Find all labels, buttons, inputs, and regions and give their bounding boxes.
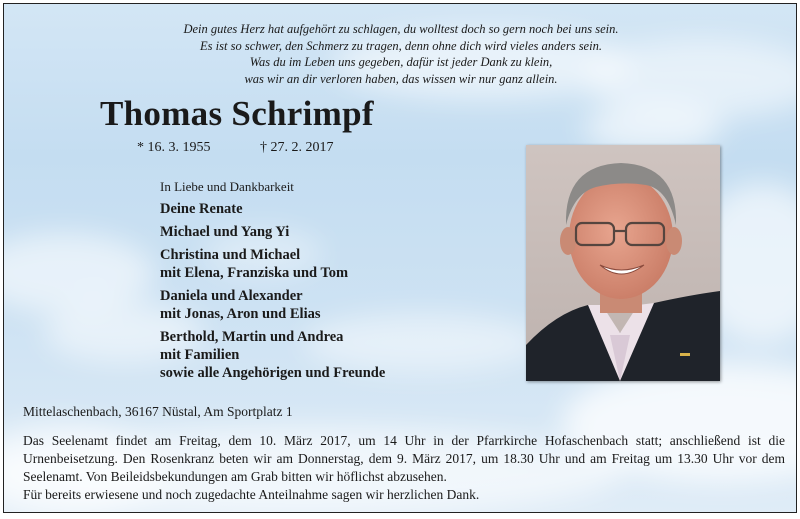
mourner-line: Christina und Michael [160, 247, 301, 263]
mourner-line: Berthold, Martin und Andrea [160, 329, 344, 345]
obituary-card [3, 3, 797, 513]
intro-text: In Liebe und Dankbarkeit [160, 179, 294, 194]
mourner-line: sowie alle Angehörigen und Freunde [160, 365, 386, 381]
mourner-line: Deine Renate [160, 201, 243, 217]
death-date: † 27. 2. 2017 [260, 140, 334, 155]
poem-line: Was du im Leben uns gegeben, dafür ist jeder Dank zu klein, [249, 55, 553, 69]
poem [4, 21, 797, 87]
thanks-note: Für bereits erwiesene und noch zugedachte Anteilnahme sagen wir herzlichen Dank. [23, 487, 480, 502]
mourner-group [160, 328, 385, 382]
service-information: Das Seelenamt findet am Freitag, dem 10. März 2017, um 14 Uhr in der Pfarrkirche Hofaschenbach statt; anschließend ist die Urnenbeisetzung. Den Rosenkranz beten wir am Donnerstag, dem 9. März 2017, um 18.30 Uhr und am Freitag um 13.30 Uhr vor dem Seelenamt. Von Beileidsbekundungen am Grab bitten wir höflichst abzusehen. [23, 433, 785, 484]
mourners-list [160, 200, 385, 387]
mourner-line: mit Elena, Franziska und Tom [160, 265, 349, 281]
mourner-group [160, 246, 385, 282]
mourner-group [160, 200, 385, 218]
address: Mittelaschenbach, 36167 Nüstal, Am Sportplatz 1 [23, 404, 293, 419]
mourner-group [160, 287, 385, 323]
poem-line: was wir an dir verloren haben, das wissen wir nur ganz allein. [244, 71, 558, 86]
mourner-line: mit Familien [160, 347, 240, 363]
poem-line: Dein gutes Herz hat aufgehört zu schlagen, du wolltest doch so gern noch bei uns sein. [183, 22, 619, 36]
portrait-photo [526, 145, 720, 381]
poem-line: Es ist so schwer, den Schmerz zu tragen, denn ohne dich wird vieles anders sein. [200, 38, 602, 53]
mourner-line: Michael und Yang Yi [160, 224, 290, 240]
deceased-name: Thomas Schrimpf [100, 94, 374, 133]
mourner-line: Daniela und Alexander [160, 288, 303, 304]
birth-date: * 16. 3. 1955 [137, 140, 211, 155]
mourner-group [160, 223, 385, 241]
mourner-line: mit Jonas, Aron und Elias [160, 306, 321, 322]
